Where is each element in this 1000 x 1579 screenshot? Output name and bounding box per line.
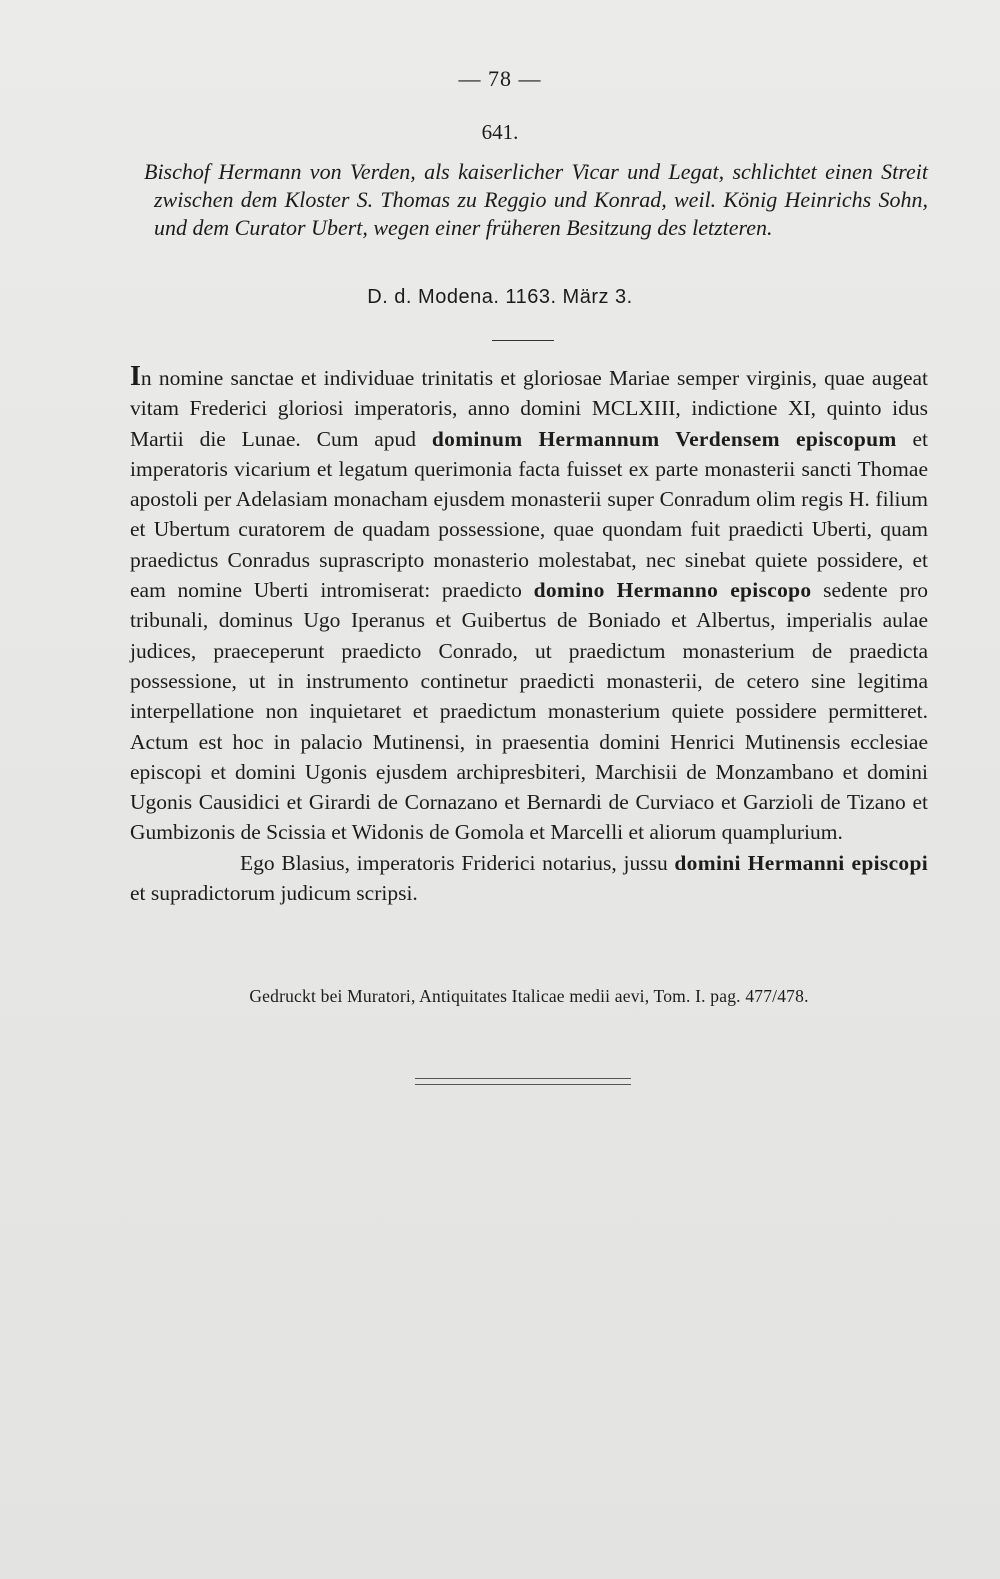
- text-run: Ego Blasius, imperatoris Friderici notarius, jussu: [240, 850, 668, 875]
- text-run: et supradictorum judicum scripsi.: [130, 881, 418, 906]
- document-number: 641.: [481, 120, 519, 144]
- charter-paragraph: [130, 362, 928, 848]
- drop-cap: I: [130, 361, 141, 392]
- separator-rule: [492, 340, 554, 341]
- notary-signature-paragraph: [130, 848, 928, 909]
- charter-text: [130, 362, 928, 908]
- text-run: n nomine sanctae et individuae trinitatis et gloriosae Mariae semper virginis, quae augeat vitam Frederici gloriosi imperatoris, anno domini MCLXIII, indictione XI, quinto idus Martii die Lunae. Cum apud: [130, 366, 928, 451]
- text-run: sedente pro tribunali, dominus Ugo Iperanus et Guibertus de Boniado et Albertus, imperialis aulae judices, praeceperunt praedicto Conrado, ut praedictum monasterium de praedicta possessione, ut in instrumento continetur praedicti monasterii, de cetero sine legitima interpellatione non inquietaret et praedictum monasterium quiete possidere permitteret. Actum est hoc in palacio Mutinensi, in praesentia domini Henrici Mutinensis ecclesiae episcopi et domini Ugonis ejusdem archipresbiteri, Marchisii de Monzambano et domini Ugonis Causidici et Girardi de Cornazano et Bernardi de Curviaco et Garzioli de Tizano et Gumbizonis de Scissia et Widonis de Gomola et Marcelli et aliorum quamplurium.: [130, 578, 928, 845]
- emphasized-name: dominum Hermannum Verdensem episcopum: [431, 426, 897, 451]
- end-double-rule: [415, 1078, 631, 1085]
- emphasized-name: domini Hermanni episcopi: [674, 850, 928, 875]
- text-run: et imperatoris vicarium et legatum querimonia facta fuisset ex parte monasterii sancti Thomae apostoli per Adelasiam monacham ejusdem monasterii super Conradum olim regis H. filium et Ubertum curatorem de quadam possessione, quae quondam fuit praedicti Uberti, quam praedictus Conradus suprascripto monasterio molestabat, nec sinebat quiete possidere, et eam nomine Uberti intromiserat: praedicto: [130, 426, 929, 603]
- emphasized-name: domino Hermanno episcopo: [533, 578, 812, 603]
- dateline: D. d. Modena. 1163. März 3.: [367, 286, 633, 308]
- source-note: Gedruckt bei Muratori, Antiquitates Italicae medii aevi, Tom. I. pag. 477/478.: [249, 986, 809, 1006]
- document-summary: [130, 158, 928, 242]
- summary-text: Bischof Hermann von Verden, als kaiserlicher Vicar und Legat, schlichtet einen Streit zwischen dem Kloster S. Thomas zu Reggio und Konrad, weil. König Heinrichs Sohn, und dem Curator Ubert, wegen einer früheren Besitzung des letzteren.: [144, 159, 928, 240]
- page-header: — 78 —: [458, 66, 542, 91]
